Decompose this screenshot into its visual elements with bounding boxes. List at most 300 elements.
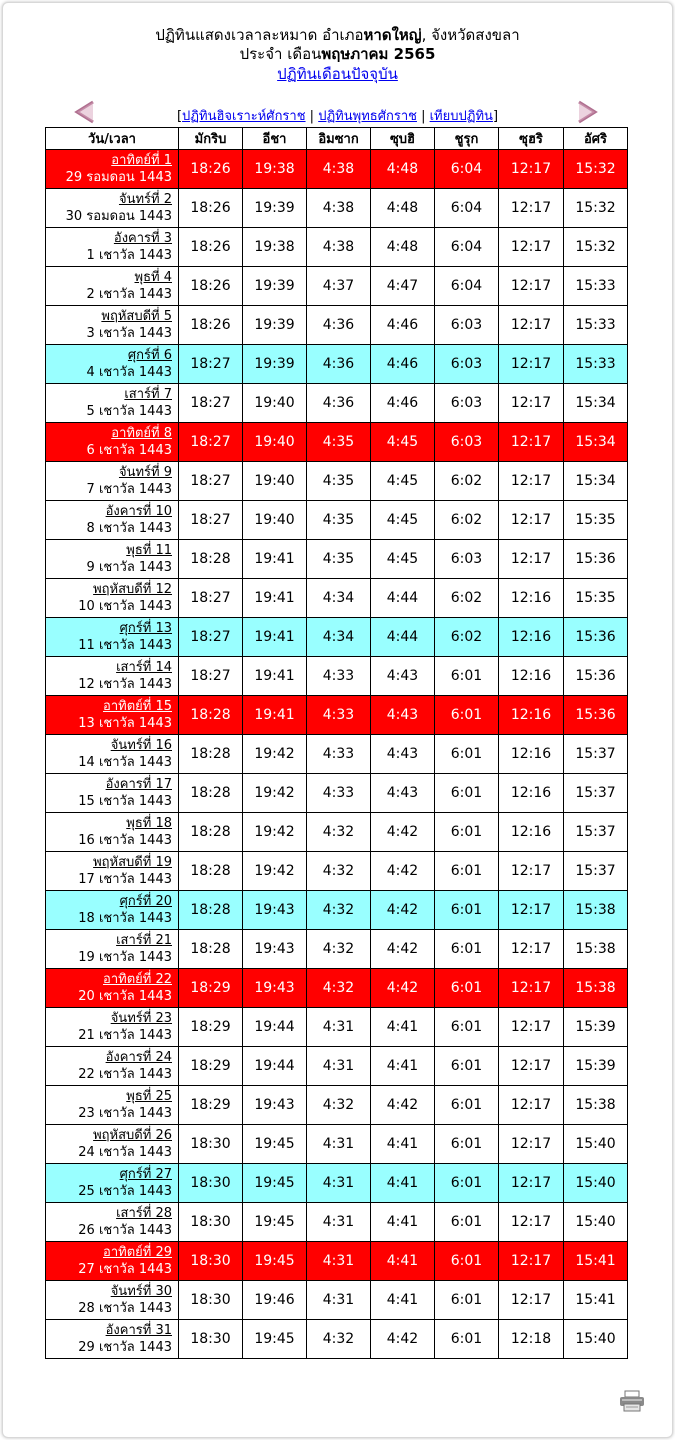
time-cell-maghrib: 18:28 (179, 891, 243, 930)
hijri-date: 9 เชาวัล 1443 (86, 560, 172, 575)
time-cell-asr: 15:37 (564, 813, 628, 852)
hijri-date: 13 เชาวัล 1443 (78, 716, 172, 731)
table-row (46, 813, 628, 852)
time-cell-isha: 19:41 (243, 696, 307, 735)
table-row (46, 423, 628, 462)
time-cell-isha: 19:45 (243, 1203, 307, 1242)
time-cell-isha: 19:43 (243, 891, 307, 930)
time-cell-maghrib: 18:27 (179, 423, 243, 462)
time-cell-fajr: 4:45 (371, 423, 435, 462)
time-cell-imsak: 4:35 (307, 462, 371, 501)
weekday-link[interactable]: ศุกร์ที่ 6 (127, 348, 172, 363)
district-name: หาดใหญ่ (363, 26, 422, 44)
time-cell-dhuhr: 12:17 (499, 462, 564, 501)
time-cell-maghrib: 18:28 (179, 852, 243, 891)
time-cell-maghrib: 18:30 (179, 1125, 243, 1164)
hijri-date: 22 เชาวัล 1443 (78, 1067, 172, 1082)
time-cell-isha: 19:42 (243, 774, 307, 813)
time-cell-imsak: 4:35 (307, 540, 371, 579)
time-cell-isha: 19:42 (243, 735, 307, 774)
time-cell-sunrise: 6:04 (435, 150, 499, 189)
time-cell-isha: 19:40 (243, 384, 307, 423)
hijri-date: 29 รอมดอน 1443 (65, 170, 172, 185)
time-cell-imsak: 4:36 (307, 384, 371, 423)
time-cell-dhuhr: 12:16 (499, 657, 564, 696)
time-cell-isha: 19:38 (243, 228, 307, 267)
time-cell-fajr: 4:44 (371, 618, 435, 657)
time-cell-imsak: 4:31 (307, 1242, 371, 1281)
day-cell (46, 1008, 179, 1047)
table-row (46, 930, 628, 969)
time-cell-sunrise: 6:03 (435, 306, 499, 345)
time-cell-asr: 15:39 (564, 1008, 628, 1047)
time-cell-fajr: 4:42 (371, 813, 435, 852)
time-cell-dhuhr: 12:17 (499, 969, 564, 1008)
month-label: พฤษภาคม 2565 (321, 45, 436, 63)
hijri-date: 29 เชาวัล 1443 (78, 1340, 172, 1355)
time-cell-asr: 15:36 (564, 696, 628, 735)
weekday-link[interactable]: เสาร์ที่ 14 (116, 660, 172, 675)
hijri-date: 30 รอมดอน 1443 (65, 209, 172, 224)
hijri-date: 24 เชาวัล 1443 (78, 1145, 172, 1160)
time-cell-fajr: 4:48 (371, 150, 435, 189)
table-row (46, 1242, 628, 1281)
time-cell-asr: 15:37 (564, 852, 628, 891)
day-cell (46, 501, 179, 540)
time-cell-fajr: 4:41 (371, 1203, 435, 1242)
time-cell-imsak: 4:32 (307, 1320, 371, 1359)
time-cell-sunrise: 6:04 (435, 267, 499, 306)
hijri-date: 21 เชาวัล 1443 (78, 1028, 172, 1043)
weekday-link[interactable]: อังคารที่ 17 (105, 777, 172, 792)
table-row (46, 891, 628, 930)
hijri-date: 25 เชาวัล 1443 (78, 1184, 172, 1199)
time-cell-dhuhr: 12:17 (499, 891, 564, 930)
time-cell-maghrib: 18:30 (179, 1164, 243, 1203)
time-cell-asr: 15:34 (564, 462, 628, 501)
time-cell-isha: 19:42 (243, 813, 307, 852)
time-cell-sunrise: 6:04 (435, 228, 499, 267)
time-cell-isha: 19:41 (243, 657, 307, 696)
weekday-link[interactable]: พุธที่ 11 (126, 543, 172, 558)
compare-calendar-link[interactable]: เทียบปฏิทิน (429, 109, 493, 124)
day-cell (46, 150, 179, 189)
column-header-isha: อีชา (243, 128, 307, 150)
time-cell-isha: 19:39 (243, 189, 307, 228)
time-cell-maghrib: 18:28 (179, 813, 243, 852)
time-cell-maghrib: 18:30 (179, 1281, 243, 1320)
table-row (46, 345, 628, 384)
table-body (46, 150, 628, 1359)
page-header (0, 26, 675, 84)
table-row (46, 306, 628, 345)
time-cell-asr: 15:36 (564, 540, 628, 579)
weekday-link[interactable]: เสาร์ที่ 7 (124, 387, 172, 402)
time-cell-imsak: 4:35 (307, 501, 371, 540)
table-row (46, 579, 628, 618)
time-cell-dhuhr: 12:17 (499, 1125, 564, 1164)
time-cell-isha: 19:43 (243, 930, 307, 969)
weekday-link[interactable]: ศุกร์ที่ 20 (119, 894, 172, 909)
column-header-dhuhr: ซุฮริ (499, 128, 564, 150)
time-cell-sunrise: 6:01 (435, 969, 499, 1008)
hijri-date: 7 เชาวัล 1443 (86, 482, 172, 497)
current-month-link[interactable]: ปฏิทินเดือนปัจจุบัน (277, 65, 398, 83)
weekday-link[interactable]: พฤหัสบดีที่ 12 (93, 582, 172, 597)
time-cell-isha: 19:39 (243, 267, 307, 306)
day-cell (46, 852, 179, 891)
time-cell-maghrib: 18:26 (179, 306, 243, 345)
table-row (46, 384, 628, 423)
time-cell-dhuhr: 12:16 (499, 774, 564, 813)
hijri-date: 4 เชาวัล 1443 (86, 365, 172, 380)
time-cell-imsak: 4:36 (307, 345, 371, 384)
time-cell-isha: 19:44 (243, 1008, 307, 1047)
table-row (46, 1203, 628, 1242)
day-cell (46, 1047, 179, 1086)
time-cell-asr: 15:33 (564, 267, 628, 306)
time-cell-sunrise: 6:03 (435, 345, 499, 384)
weekday-link[interactable]: จันทร์ที่ 9 (118, 465, 172, 480)
time-cell-imsak: 4:36 (307, 306, 371, 345)
time-cell-asr: 15:32 (564, 228, 628, 267)
time-cell-sunrise: 6:01 (435, 774, 499, 813)
time-cell-imsak: 4:31 (307, 1047, 371, 1086)
time-cell-maghrib: 18:27 (179, 618, 243, 657)
hijri-date: 27 เชาวัล 1443 (78, 1262, 172, 1277)
time-cell-asr: 15:38 (564, 930, 628, 969)
time-cell-imsak: 4:32 (307, 969, 371, 1008)
time-cell-fajr: 4:41 (371, 1242, 435, 1281)
time-cell-isha: 19:42 (243, 852, 307, 891)
weekday-link[interactable]: พฤหัสบดีที่ 5 (101, 309, 172, 324)
hijri-date: 1 เชาวัล 1443 (86, 248, 172, 263)
time-cell-isha: 19:40 (243, 501, 307, 540)
calendar-type-links (0, 108, 675, 126)
time-cell-imsak: 4:38 (307, 150, 371, 189)
day-cell (46, 930, 179, 969)
time-cell-dhuhr: 12:16 (499, 618, 564, 657)
hijri-calendar-link[interactable]: ปฏิทินฮิจเราะห์ศักราช (182, 109, 306, 124)
table-header-row (46, 128, 628, 150)
weekday-link[interactable]: พฤหัสบดีที่ 26 (93, 1128, 172, 1143)
weekday-link[interactable]: อาทิตย์ที่ 1 (111, 153, 172, 168)
time-cell-asr: 15:34 (564, 384, 628, 423)
table-row (46, 1281, 628, 1320)
day-cell (46, 774, 179, 813)
time-cell-asr: 15:40 (564, 1125, 628, 1164)
time-cell-maghrib: 18:27 (179, 384, 243, 423)
title-prefix: ปฏิทินแสดงเวลาละหมาด อำเภอ (155, 26, 364, 44)
time-cell-sunrise: 6:01 (435, 1008, 499, 1047)
time-cell-maghrib: 18:27 (179, 345, 243, 384)
time-cell-sunrise: 6:01 (435, 1047, 499, 1086)
time-cell-dhuhr: 12:17 (499, 1281, 564, 1320)
bracket-open: [ (176, 109, 183, 124)
time-cell-dhuhr: 12:17 (499, 189, 564, 228)
day-cell (46, 384, 179, 423)
weekday-link[interactable]: อังคารที่ 24 (105, 1050, 172, 1065)
day-cell (46, 1125, 179, 1164)
time-cell-dhuhr: 12:16 (499, 579, 564, 618)
bracket-close: ] (492, 109, 499, 124)
time-cell-dhuhr: 12:17 (499, 1242, 564, 1281)
time-cell-fajr: 4:43 (371, 657, 435, 696)
time-cell-fajr: 4:46 (371, 306, 435, 345)
time-cell-dhuhr: 12:17 (499, 1047, 564, 1086)
day-cell (46, 267, 179, 306)
weekday-link[interactable]: จันทร์ที่ 30 (110, 1284, 172, 1299)
table-row (46, 501, 628, 540)
time-cell-maghrib: 18:26 (179, 189, 243, 228)
time-cell-maghrib: 18:26 (179, 228, 243, 267)
time-cell-maghrib: 18:29 (179, 1086, 243, 1125)
weekday-link[interactable]: พุธที่ 18 (126, 816, 172, 831)
time-cell-sunrise: 6:01 (435, 1086, 499, 1125)
day-cell (46, 813, 179, 852)
province-name: , จังหวัดสงขลา (421, 26, 520, 44)
weekday-link[interactable]: อังคารที่ 10 (105, 504, 172, 519)
table-row (46, 735, 628, 774)
hijri-date: 23 เชาวัล 1443 (78, 1106, 172, 1121)
table-row (46, 1164, 628, 1203)
time-cell-isha: 19:41 (243, 540, 307, 579)
time-cell-imsak: 4:33 (307, 735, 371, 774)
hijri-date: 20 เชาวัล 1443 (78, 989, 172, 1004)
time-cell-asr: 15:37 (564, 735, 628, 774)
time-cell-imsak: 4:31 (307, 1125, 371, 1164)
day-cell (46, 1086, 179, 1125)
weekday-link[interactable]: อาทิตย์ที่ 15 (103, 699, 172, 714)
time-cell-dhuhr: 12:17 (499, 423, 564, 462)
time-cell-imsak: 4:33 (307, 696, 371, 735)
time-cell-asr: 15:39 (564, 1047, 628, 1086)
buddhist-calendar-link[interactable]: ปฏิทินพุทธศักราช (318, 109, 417, 124)
weekday-link[interactable]: อาทิตย์ที่ 8 (111, 426, 172, 441)
time-cell-asr: 15:40 (564, 1320, 628, 1359)
weekday-link[interactable]: เสาร์ที่ 21 (116, 933, 172, 948)
time-cell-fajr: 4:46 (371, 384, 435, 423)
time-cell-sunrise: 6:01 (435, 1164, 499, 1203)
time-cell-isha: 19:45 (243, 1125, 307, 1164)
time-cell-imsak: 4:32 (307, 1086, 371, 1125)
hijri-date: 14 เชาวัล 1443 (78, 755, 172, 770)
time-cell-isha: 19:45 (243, 1164, 307, 1203)
link-separator: | (305, 109, 319, 124)
table-row (46, 696, 628, 735)
time-cell-sunrise: 6:01 (435, 735, 499, 774)
day-cell (46, 462, 179, 501)
time-cell-imsak: 4:31 (307, 1203, 371, 1242)
time-cell-fajr: 4:42 (371, 891, 435, 930)
weekday-link[interactable]: อาทิตย์ที่ 22 (103, 972, 172, 987)
column-header-maghrib: มักริบ (179, 128, 243, 150)
weekday-link[interactable]: จันทร์ที่ 2 (118, 192, 172, 207)
table-row (46, 150, 628, 189)
time-cell-fajr: 4:41 (371, 1047, 435, 1086)
weekday-link[interactable]: พฤหัสบดีที่ 19 (93, 855, 172, 870)
time-cell-dhuhr: 12:17 (499, 852, 564, 891)
table-row (46, 540, 628, 579)
time-cell-dhuhr: 12:17 (499, 930, 564, 969)
printer-icon[interactable] (618, 1390, 646, 1412)
time-cell-dhuhr: 12:18 (499, 1320, 564, 1359)
time-cell-fajr: 4:48 (371, 228, 435, 267)
time-cell-fajr: 4:41 (371, 1164, 435, 1203)
time-cell-sunrise: 6:01 (435, 1320, 499, 1359)
time-cell-isha: 19:39 (243, 306, 307, 345)
time-cell-imsak: 4:31 (307, 1281, 371, 1320)
table-row (46, 267, 628, 306)
time-cell-maghrib: 18:30 (179, 1320, 243, 1359)
weekday-link[interactable]: อังคารที่ 31 (105, 1323, 172, 1338)
time-cell-maghrib: 18:27 (179, 579, 243, 618)
weekday-link[interactable]: อาทิตย์ที่ 29 (103, 1245, 172, 1260)
time-cell-fajr: 4:48 (371, 189, 435, 228)
column-header-imsak: อิมซาก (307, 128, 371, 150)
time-cell-maghrib: 18:30 (179, 1203, 243, 1242)
hijri-date: 3 เชาวัล 1443 (86, 326, 172, 341)
time-cell-asr: 15:32 (564, 150, 628, 189)
time-cell-asr: 15:38 (564, 1086, 628, 1125)
time-cell-sunrise: 6:01 (435, 1203, 499, 1242)
time-cell-maghrib: 18:28 (179, 735, 243, 774)
time-cell-isha: 19:45 (243, 1320, 307, 1359)
time-cell-dhuhr: 12:16 (499, 735, 564, 774)
time-cell-imsak: 4:34 (307, 579, 371, 618)
time-cell-imsak: 4:37 (307, 267, 371, 306)
time-cell-dhuhr: 12:17 (499, 1203, 564, 1242)
weekday-link[interactable]: จันทร์ที่ 16 (110, 738, 172, 753)
time-cell-sunrise: 6:02 (435, 618, 499, 657)
day-cell (46, 1320, 179, 1359)
time-cell-fajr: 4:45 (371, 540, 435, 579)
time-cell-dhuhr: 12:17 (499, 1164, 564, 1203)
day-cell (46, 1164, 179, 1203)
time-cell-imsak: 4:33 (307, 774, 371, 813)
table-row (46, 228, 628, 267)
day-cell (46, 969, 179, 1008)
table-row (46, 1125, 628, 1164)
weekday-link[interactable]: พุธที่ 4 (134, 270, 172, 285)
weekday-link[interactable]: เสาร์ที่ 28 (116, 1206, 172, 1221)
page-title (0, 26, 675, 45)
day-cell (46, 735, 179, 774)
time-cell-asr: 15:41 (564, 1242, 628, 1281)
weekday-link[interactable]: อังคารที่ 3 (113, 231, 172, 246)
time-cell-isha: 19:41 (243, 579, 307, 618)
time-cell-maghrib: 18:27 (179, 501, 243, 540)
hijri-date: 28 เชาวัล 1443 (78, 1301, 172, 1316)
time-cell-imsak: 4:38 (307, 228, 371, 267)
table-row (46, 618, 628, 657)
table-row (46, 1047, 628, 1086)
month-prefix: ประจำ เดือน (239, 45, 322, 63)
time-cell-sunrise: 6:01 (435, 852, 499, 891)
hijri-date: 16 เชาวัล 1443 (78, 833, 172, 848)
table-row (46, 852, 628, 891)
time-cell-isha: 19:40 (243, 462, 307, 501)
time-cell-sunrise: 6:01 (435, 813, 499, 852)
time-cell-asr: 15:38 (564, 891, 628, 930)
time-cell-maghrib: 18:28 (179, 540, 243, 579)
time-cell-fajr: 4:43 (371, 735, 435, 774)
time-cell-sunrise: 6:02 (435, 462, 499, 501)
time-cell-dhuhr: 12:17 (499, 306, 564, 345)
day-cell (46, 1281, 179, 1320)
hijri-date: 18 เชาวัล 1443 (78, 911, 172, 926)
table-row (46, 189, 628, 228)
day-cell (46, 540, 179, 579)
time-cell-dhuhr: 12:17 (499, 1008, 564, 1047)
time-cell-asr: 15:35 (564, 501, 628, 540)
time-cell-fajr: 4:42 (371, 1086, 435, 1125)
link-separator: | (416, 109, 430, 124)
time-cell-fajr: 4:44 (371, 579, 435, 618)
time-cell-fajr: 4:41 (371, 1008, 435, 1047)
time-cell-imsak: 4:31 (307, 1164, 371, 1203)
time-cell-imsak: 4:34 (307, 618, 371, 657)
time-cell-asr: 15:33 (564, 345, 628, 384)
hijri-date: 5 เชาวัล 1443 (86, 404, 172, 419)
day-cell (46, 306, 179, 345)
hijri-date: 8 เชาวัล 1443 (86, 521, 172, 536)
table-row (46, 969, 628, 1008)
time-cell-fajr: 4:42 (371, 852, 435, 891)
day-cell (46, 1203, 179, 1242)
column-header-fajr: ซุบฮิ (371, 128, 435, 150)
day-cell (46, 618, 179, 657)
time-cell-sunrise: 6:03 (435, 384, 499, 423)
time-cell-maghrib: 18:29 (179, 969, 243, 1008)
time-cell-sunrise: 6:03 (435, 423, 499, 462)
day-cell (46, 579, 179, 618)
time-cell-sunrise: 6:01 (435, 696, 499, 735)
weekday-link[interactable]: จันทร์ที่ 23 (110, 1011, 172, 1026)
time-cell-fajr: 4:41 (371, 1281, 435, 1320)
time-cell-sunrise: 6:02 (435, 501, 499, 540)
time-cell-maghrib: 18:28 (179, 930, 243, 969)
time-cell-asr: 15:35 (564, 579, 628, 618)
weekday-link[interactable]: พุธที่ 25 (126, 1089, 172, 1104)
time-cell-asr: 15:36 (564, 618, 628, 657)
time-cell-maghrib: 18:30 (179, 1242, 243, 1281)
time-cell-isha: 19:38 (243, 150, 307, 189)
time-cell-fajr: 4:43 (371, 696, 435, 735)
time-cell-asr: 15:40 (564, 1164, 628, 1203)
hijri-date: 19 เชาวัล 1443 (78, 950, 172, 965)
time-cell-imsak: 4:32 (307, 813, 371, 852)
day-cell (46, 345, 179, 384)
time-cell-dhuhr: 12:17 (499, 228, 564, 267)
time-cell-imsak: 4:35 (307, 423, 371, 462)
time-cell-dhuhr: 12:17 (499, 501, 564, 540)
table-row (46, 1008, 628, 1047)
time-cell-asr: 15:38 (564, 969, 628, 1008)
time-cell-sunrise: 6:02 (435, 579, 499, 618)
time-cell-dhuhr: 12:17 (499, 540, 564, 579)
weekday-link[interactable]: ศุกร์ที่ 13 (119, 621, 172, 636)
time-cell-imsak: 4:32 (307, 891, 371, 930)
time-cell-imsak: 4:32 (307, 930, 371, 969)
weekday-link[interactable]: ศุกร์ที่ 27 (119, 1167, 172, 1182)
hijri-date: 26 เชาวัล 1443 (78, 1223, 172, 1238)
time-cell-asr: 15:34 (564, 423, 628, 462)
hijri-date: 11 เชาวัล 1443 (78, 638, 172, 653)
time-cell-dhuhr: 12:16 (499, 813, 564, 852)
table-row (46, 1086, 628, 1125)
time-cell-fajr: 4:46 (371, 345, 435, 384)
